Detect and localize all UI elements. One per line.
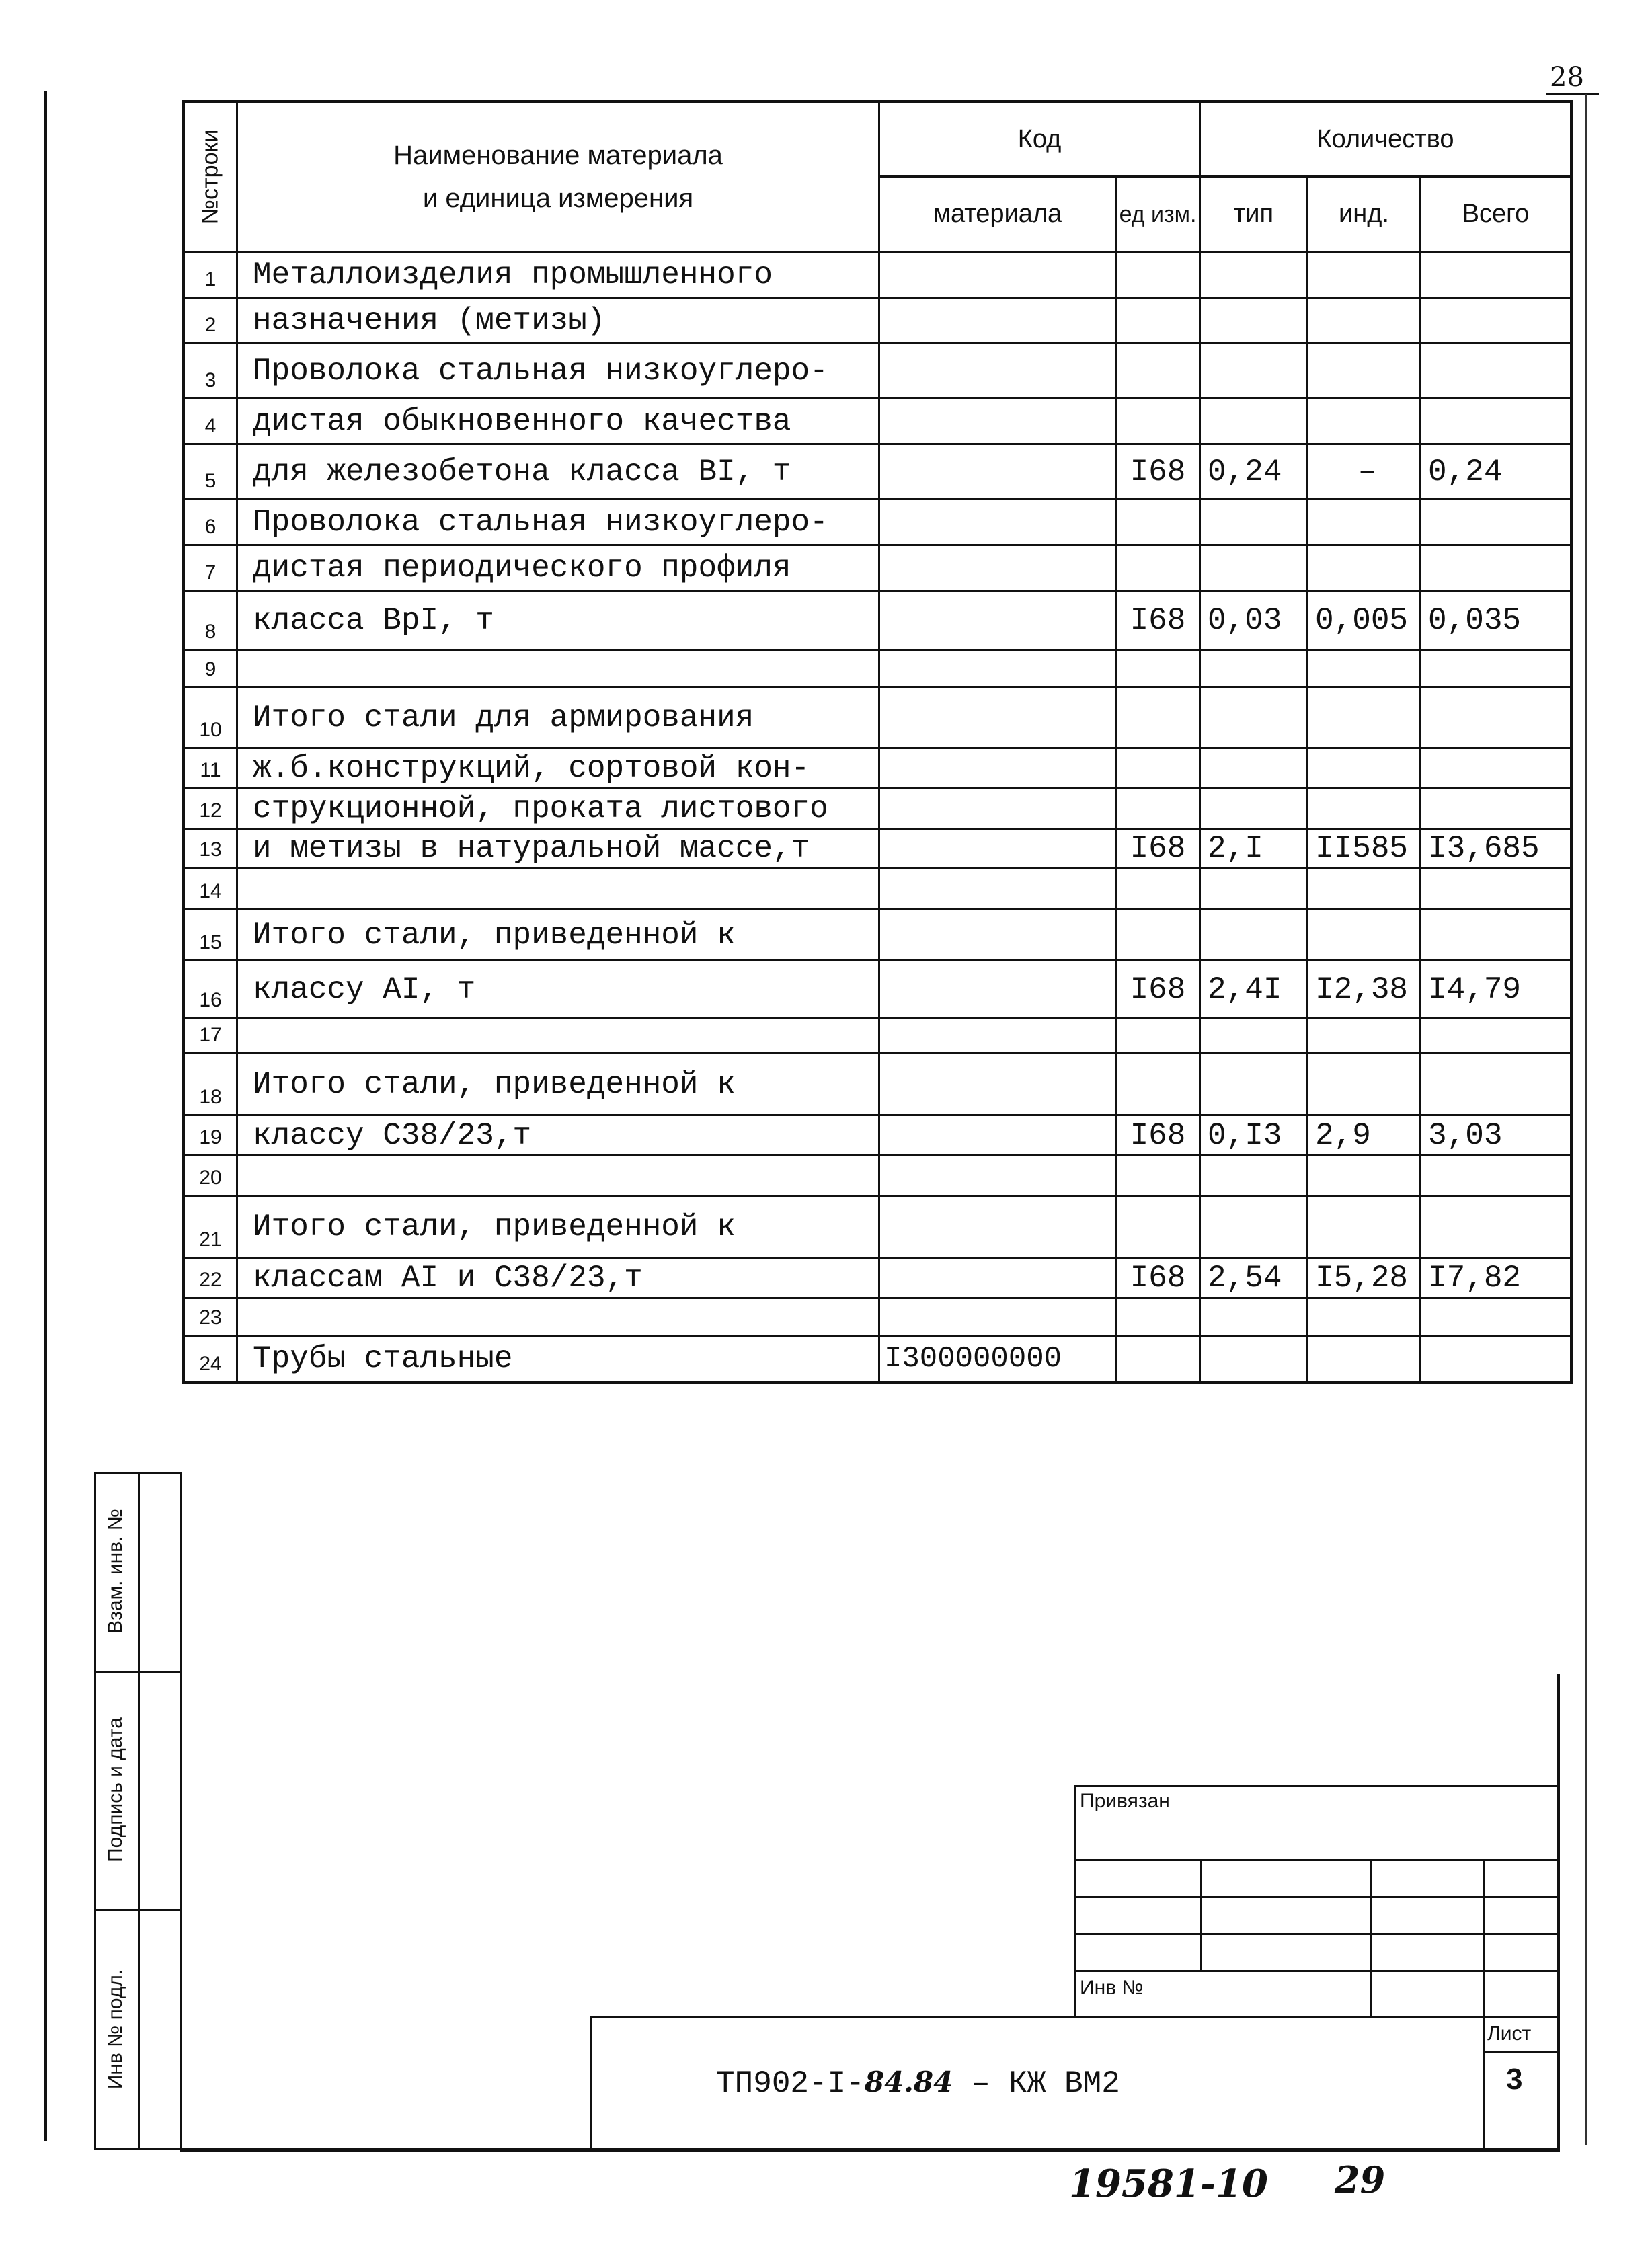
quantity-type-cell: 0,24 xyxy=(1200,444,1308,500)
quantity-type-cell xyxy=(1200,1019,1308,1054)
quantity-type-cell xyxy=(1200,1336,1308,1383)
table-row xyxy=(184,1196,1572,1258)
privyazan-col-line-1 xyxy=(1200,1859,1202,1972)
table-row xyxy=(184,910,1572,961)
quantity-ind-cell xyxy=(1308,1054,1421,1115)
quantity-total-cell xyxy=(1421,1054,1572,1115)
frame-bottom-line xyxy=(180,2148,1560,2152)
code-material-header: материала xyxy=(879,177,1116,252)
table-row xyxy=(184,829,1572,868)
unit-code-cell xyxy=(1116,344,1200,399)
title-sheet-left-line xyxy=(1483,2016,1485,2150)
table-row xyxy=(184,1298,1572,1336)
sheet-label: Лист xyxy=(1487,2022,1532,2045)
material-name-cell: Итого стали, приведенной к xyxy=(237,910,879,961)
unit-code-cell: I68 xyxy=(1116,1258,1200,1298)
material-name-cell: и метизы в натуральной массе,т xyxy=(237,829,879,868)
unit-code-cell xyxy=(1116,500,1200,545)
quantity-ind-cell: – xyxy=(1308,444,1421,500)
privyazan-row-line-3 xyxy=(1074,1933,1558,1935)
row-number-cell: 14 xyxy=(184,868,237,910)
sheet-number: 3 xyxy=(1506,2063,1523,2096)
page-number: 28 xyxy=(1550,62,1584,93)
quantity-ind-cell xyxy=(1308,500,1421,545)
material-code-cell: I300000000 xyxy=(879,1336,1116,1383)
code-unit-header: ед изм. xyxy=(1116,177,1200,252)
unit-code-cell: I68 xyxy=(1116,1115,1200,1156)
material-name-cell: Трубы стальные xyxy=(237,1336,879,1383)
material-code-cell xyxy=(879,829,1116,868)
privyazan-left-line xyxy=(1074,1785,1076,2017)
row-number-cell: 10 xyxy=(184,688,237,748)
quantity-type-cell xyxy=(1200,650,1308,688)
quantity-ind-cell xyxy=(1308,868,1421,910)
table-row xyxy=(184,344,1572,399)
quantity-ind-cell xyxy=(1308,1298,1421,1336)
material-code-cell xyxy=(879,444,1116,500)
quantity-total-cell: 0,24 xyxy=(1421,444,1572,500)
quantity-ind-cell xyxy=(1308,748,1421,789)
quantity-type-cell xyxy=(1200,344,1308,399)
table-row xyxy=(184,591,1572,650)
table-row xyxy=(184,545,1572,591)
row-number-cell: 15 xyxy=(184,910,237,961)
side-stamp-left-line xyxy=(94,1472,96,2150)
quantity-ind-cell xyxy=(1308,298,1421,344)
material-code-cell xyxy=(879,650,1116,688)
row-number-cell: 22 xyxy=(184,1258,237,1298)
quantity-ind-cell xyxy=(1308,688,1421,748)
material-code-cell xyxy=(879,1258,1116,1298)
privyazan-row-line-4 xyxy=(1074,1970,1558,1972)
code-group-header: Код xyxy=(879,102,1200,177)
quantity-total-cell xyxy=(1421,1156,1572,1196)
material-name-cell xyxy=(237,1298,879,1336)
row-number-cell: 1 xyxy=(184,252,237,298)
material-code-cell xyxy=(879,545,1116,591)
material-name-cell: классу AI, т xyxy=(237,961,879,1019)
quantity-total-cell xyxy=(1421,910,1572,961)
material-code-cell xyxy=(879,1156,1116,1196)
material-code-cell xyxy=(879,1019,1116,1054)
name-header: Наименование материала и единица измерения xyxy=(237,102,879,252)
quantity-total-cell xyxy=(1421,1196,1572,1258)
quantity-total-cell: I7,82 xyxy=(1421,1258,1572,1298)
quantity-ind-cell: II585 xyxy=(1308,829,1421,868)
unit-code-cell: I68 xyxy=(1116,444,1200,500)
material-name-cell: Итого стали, приведенной к xyxy=(237,1054,879,1115)
row-number-cell: 21 xyxy=(184,1196,237,1258)
quantity-ind-cell xyxy=(1308,910,1421,961)
row-number-cell: 12 xyxy=(184,789,237,829)
unit-code-cell xyxy=(1116,910,1200,961)
quantity-ind-cell xyxy=(1308,252,1421,298)
quantity-type-cell xyxy=(1200,1196,1308,1258)
material-name-cell xyxy=(237,1019,879,1054)
material-code-cell xyxy=(879,1115,1116,1156)
quantity-ind-cell: I5,28 xyxy=(1308,1258,1421,1298)
table-row xyxy=(184,868,1572,910)
quantity-type-cell xyxy=(1200,1298,1308,1336)
material-name-cell: дистая обыкновенного качества xyxy=(237,399,879,444)
material-name-cell xyxy=(237,1156,879,1196)
table-row xyxy=(184,1019,1572,1054)
title-sheet-mid-line xyxy=(1483,2051,1559,2053)
quantity-total-cell xyxy=(1421,298,1572,344)
quantity-type-cell xyxy=(1200,910,1308,961)
row-number-cell: 9 xyxy=(184,650,237,688)
quantity-total-cell xyxy=(1421,545,1572,591)
quantity-total-cell xyxy=(1421,252,1572,298)
quantity-total-cell xyxy=(1421,1019,1572,1054)
quantity-total-cell xyxy=(1421,868,1572,910)
material-name-cell xyxy=(237,868,879,910)
unit-code-cell xyxy=(1116,748,1200,789)
material-code-cell xyxy=(879,961,1116,1019)
material-code-cell xyxy=(879,252,1116,298)
quantity-type-cell xyxy=(1200,748,1308,789)
quantity-total-cell: 3,03 xyxy=(1421,1115,1572,1156)
quantity-type-cell xyxy=(1200,399,1308,444)
privyazan-col-line-3 xyxy=(1483,1859,1485,2017)
row-number-cell: 16 xyxy=(184,961,237,1019)
quantity-ind-cell xyxy=(1308,344,1421,399)
row-number-cell: 20 xyxy=(184,1156,237,1196)
quantity-type-cell: 0,I3 xyxy=(1200,1115,1308,1156)
page-number-underline xyxy=(1546,93,1599,95)
quantity-type-cell xyxy=(1200,298,1308,344)
material-name-cell: классам AI и C38/23,т xyxy=(237,1258,879,1298)
row-number-cell: 11 xyxy=(184,748,237,789)
quantity-total-cell xyxy=(1421,399,1572,444)
table-row xyxy=(184,1258,1572,1298)
material-code-cell xyxy=(879,1196,1116,1258)
table-row xyxy=(184,748,1572,789)
material-name-cell: Проволока стальная низкоуглеро- xyxy=(237,500,879,545)
material-name-cell xyxy=(237,650,879,688)
row-number-cell: 19 xyxy=(184,1115,237,1156)
table-row xyxy=(184,444,1572,500)
title-block-top-line xyxy=(590,2016,1559,2018)
unit-code-cell xyxy=(1116,1336,1200,1383)
title-block-left-line xyxy=(590,2016,592,2150)
privyazan-col-line-2 xyxy=(1370,1859,1372,2017)
table-row xyxy=(184,399,1572,444)
material-code-cell xyxy=(879,789,1116,829)
table-row xyxy=(184,500,1572,545)
quantity-ind-cell xyxy=(1308,545,1421,591)
unit-code-cell xyxy=(1116,545,1200,591)
privyazan-row-line-1 xyxy=(1074,1859,1558,1861)
row-number-cell: 7 xyxy=(184,545,237,591)
document-code xyxy=(716,2065,1120,2101)
quantity-ind-cell xyxy=(1308,1019,1421,1054)
material-code-cell xyxy=(879,748,1116,789)
row-number-cell: 13 xyxy=(184,829,237,868)
material-code-cell xyxy=(879,399,1116,444)
quantity-total-cell xyxy=(1421,748,1572,789)
left-margin-line xyxy=(44,91,47,2141)
side-label-inv-podl: Инв № подл. xyxy=(104,1969,126,2090)
quantity-ind-cell xyxy=(1308,1336,1421,1383)
privyazan-top-line xyxy=(1074,1785,1558,1787)
material-code-cell xyxy=(879,868,1116,910)
unit-code-cell xyxy=(1116,868,1200,910)
row-number-cell: 5 xyxy=(184,444,237,500)
table-row xyxy=(184,1336,1572,1383)
quantity-total-cell xyxy=(1421,1298,1572,1336)
material-name-cell: ж.б.конструкций, сортовой кон- xyxy=(237,748,879,789)
quantity-ind-cell xyxy=(1308,1196,1421,1258)
privyazan-label: Привязан xyxy=(1080,1790,1170,1812)
table-row xyxy=(184,961,1572,1019)
quantity-total-cell xyxy=(1421,1336,1572,1383)
side-label-vzam-inv: Взам. инв. № xyxy=(104,1509,126,1634)
table-row xyxy=(184,1156,1572,1196)
quantity-type-cell xyxy=(1200,545,1308,591)
quantity-type-cell xyxy=(1200,868,1308,910)
unit-code-cell: I68 xyxy=(1116,591,1200,650)
document-code-prefix: ТП902-I- xyxy=(716,2066,865,2101)
material-name-cell: классу C38/23,т xyxy=(237,1115,879,1156)
right-edge-line xyxy=(1585,94,1587,2145)
frame-right-line xyxy=(1557,1674,1560,2150)
table-row xyxy=(184,252,1572,298)
row-number-cell: 17 xyxy=(184,1019,237,1054)
privyazan-row-line-2 xyxy=(1074,1896,1558,1898)
quantity-total-cell xyxy=(1421,344,1572,399)
quantity-total-cell xyxy=(1421,650,1572,688)
material-name-cell: Проволока стальная низкоуглеро- xyxy=(237,344,879,399)
quantity-type-header: тип xyxy=(1200,177,1308,252)
row-number-cell: 8 xyxy=(184,591,237,650)
material-code-cell xyxy=(879,1054,1116,1115)
quantity-ind-cell xyxy=(1308,650,1421,688)
material-name-cell: класса BpI, т xyxy=(237,591,879,650)
material-code-cell xyxy=(879,344,1116,399)
table-row xyxy=(184,1115,1572,1156)
quantity-total-cell: I3,685 xyxy=(1421,829,1572,868)
material-code-cell xyxy=(879,1298,1116,1336)
unit-code-cell xyxy=(1116,252,1200,298)
row-number-cell: 4 xyxy=(184,399,237,444)
quantity-ind-cell xyxy=(1308,789,1421,829)
material-code-cell xyxy=(879,910,1116,961)
material-name-cell: струкционной, проката листового xyxy=(237,789,879,829)
unit-code-cell xyxy=(1116,688,1200,748)
quantity-type-cell xyxy=(1200,500,1308,545)
quantity-total-header: Всего xyxy=(1421,177,1572,252)
handwritten-page-number: 29 xyxy=(1335,2158,1386,2201)
quantity-ind-cell: 2,9 xyxy=(1308,1115,1421,1156)
quantity-type-cell: 2,I xyxy=(1200,829,1308,868)
row-number-cell: 3 xyxy=(184,344,237,399)
materials-table xyxy=(182,100,1573,1384)
row-number-cell: 24 xyxy=(184,1336,237,1383)
document-code-handwritten: 84.84 xyxy=(864,2065,953,2098)
quantity-type-cell xyxy=(1200,789,1308,829)
material-code-cell xyxy=(879,298,1116,344)
material-name-cell: Итого стали для армирования xyxy=(237,688,879,748)
quantity-ind-cell: 0,005 xyxy=(1308,591,1421,650)
quantity-total-cell xyxy=(1421,500,1572,545)
quantity-type-cell xyxy=(1200,688,1308,748)
material-name-cell: для железобетона класса BI, т xyxy=(237,444,879,500)
unit-code-cell: I68 xyxy=(1116,961,1200,1019)
quantity-total-cell xyxy=(1421,789,1572,829)
unit-code-cell xyxy=(1116,789,1200,829)
material-name-cell: назначения (метизы) xyxy=(237,298,879,344)
material-code-cell xyxy=(879,500,1116,545)
quantity-type-cell: 0,03 xyxy=(1200,591,1308,650)
table-row xyxy=(184,650,1572,688)
side-stamp-right-line xyxy=(180,1472,182,2152)
unit-code-cell xyxy=(1116,1196,1200,1258)
row-number-cell: 6 xyxy=(184,500,237,545)
quantity-total-cell: 0,035 xyxy=(1421,591,1572,650)
unit-code-cell xyxy=(1116,399,1200,444)
unit-code-cell xyxy=(1116,1019,1200,1054)
quantity-total-cell: I4,79 xyxy=(1421,961,1572,1019)
side-label-podpis-data: Подпись и дата xyxy=(104,1717,126,1862)
quantity-type-cell xyxy=(1200,252,1308,298)
unit-code-cell xyxy=(1116,1298,1200,1336)
row-number-header: №строки xyxy=(184,102,237,252)
material-name-cell: Итого стали, приведенной к xyxy=(237,1196,879,1258)
quantity-type-cell xyxy=(1200,1156,1308,1196)
unit-code-cell xyxy=(1116,650,1200,688)
inv-no-label: Инв № xyxy=(1080,1977,1144,1999)
unit-code-cell xyxy=(1116,1054,1200,1115)
quantity-type-cell xyxy=(1200,1054,1308,1115)
row-number-cell: 23 xyxy=(184,1298,237,1336)
quantity-type-cell: 2,54 xyxy=(1200,1258,1308,1298)
table-row xyxy=(184,298,1572,344)
table-row xyxy=(184,789,1572,829)
table-row xyxy=(184,688,1572,748)
unit-code-cell xyxy=(1116,298,1200,344)
table-row xyxy=(184,1054,1572,1115)
row-number-cell: 2 xyxy=(184,298,237,344)
row-number-cell: 18 xyxy=(184,1054,237,1115)
quantity-ind-header: инд. xyxy=(1308,177,1421,252)
quantity-group-header: Количество xyxy=(1200,102,1572,177)
handwritten-archive-number: 19581-10 xyxy=(1069,2162,1268,2206)
material-code-cell xyxy=(879,591,1116,650)
quantity-ind-cell: I2,38 xyxy=(1308,961,1421,1019)
material-code-cell xyxy=(879,688,1116,748)
material-name-cell: Металлоизделия промышленного xyxy=(237,252,879,298)
unit-code-cell: I68 xyxy=(1116,829,1200,868)
unit-code-cell xyxy=(1116,1156,1200,1196)
quantity-type-cell: 2,4I xyxy=(1200,961,1308,1019)
document-code-suffix: – КЖ ВМ2 xyxy=(953,2066,1120,2101)
quantity-ind-cell xyxy=(1308,1156,1421,1196)
material-name-cell: дистая периодического профиля xyxy=(237,545,879,591)
quantity-total-cell xyxy=(1421,688,1572,748)
quantity-ind-cell xyxy=(1308,399,1421,444)
side-stamp-inner-line xyxy=(138,1472,140,2150)
